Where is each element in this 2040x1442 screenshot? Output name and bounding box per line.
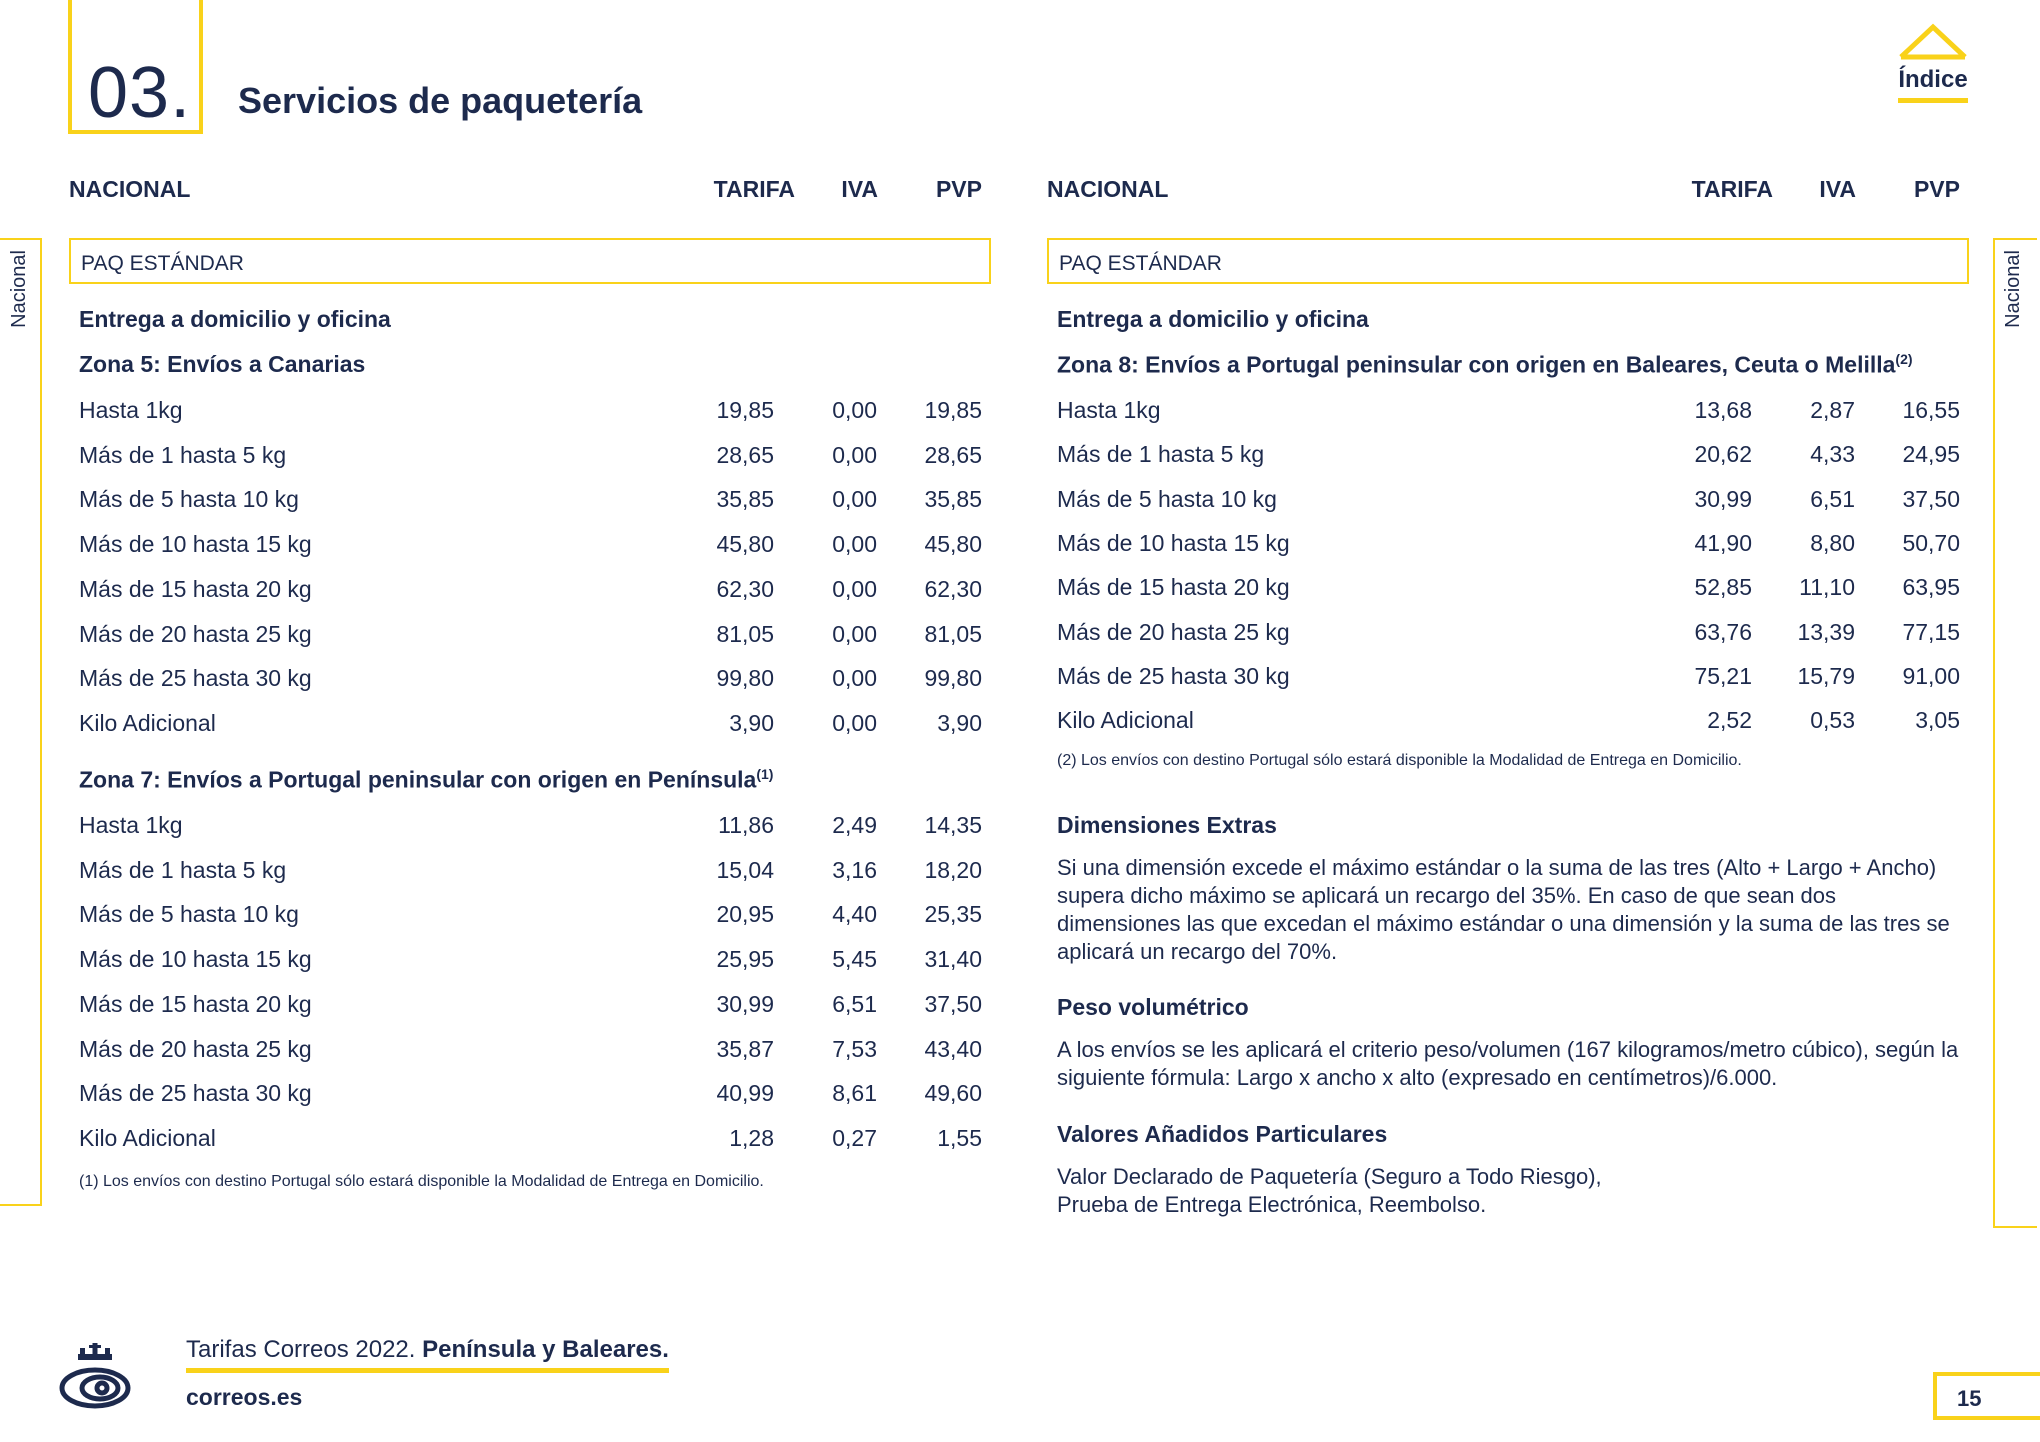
footer-website-link[interactable]: correos.es xyxy=(186,1384,303,1410)
cell-tarifa: 35,87 xyxy=(716,1035,774,1062)
cell-iva: 0,00 xyxy=(832,486,877,513)
home-arrow-icon xyxy=(1898,22,1968,60)
page-title: Servicios de paquetería xyxy=(238,80,643,121)
table-row xyxy=(69,857,991,889)
table-row xyxy=(69,397,991,429)
cell-pvp: 37,50 xyxy=(1902,485,1960,512)
row-label: Más de 1 hasta 5 kg xyxy=(1057,441,1265,468)
cell-iva: 4,40 xyxy=(832,901,877,928)
cell-tarifa: 35,85 xyxy=(716,486,774,513)
cell-iva: 0,00 xyxy=(832,397,877,423)
zone7-footnote-ref: (1) xyxy=(756,766,774,782)
side-label-right: Nacional xyxy=(2002,250,2024,328)
cell-pvp: 45,80 xyxy=(924,531,982,558)
header-title: NACIONAL xyxy=(1047,176,1169,202)
table-row xyxy=(69,1080,991,1112)
cell-iva: 11,10 xyxy=(1799,574,1855,601)
cell-pvp: 77,15 xyxy=(1902,618,1960,645)
page-number: 15 xyxy=(1933,1372,2040,1420)
row-label: Kilo Adicional xyxy=(79,1124,216,1151)
side-tab-left xyxy=(0,238,42,1206)
cell-tarifa: 99,80 xyxy=(716,665,774,692)
cell-iva: 7,53 xyxy=(832,1035,877,1062)
zone8-title-text: Zona 8: Envíos a Portugal peninsular con origen en Baleares, Ceuta o Melilla xyxy=(1057,351,1896,378)
table-row xyxy=(69,901,991,933)
cell-iva: 5,45 xyxy=(832,946,877,973)
header-tarifa: TARIFA xyxy=(713,176,795,202)
cell-iva: 2,87 xyxy=(1810,397,1855,423)
footer-title-bold: Península y Baleares. xyxy=(422,1336,669,1363)
cell-pvp: 24,95 xyxy=(1902,441,1960,468)
cell-pvp: 31,40 xyxy=(924,946,982,973)
table-row xyxy=(69,442,991,474)
cell-pvp: 81,05 xyxy=(924,620,982,647)
table-row xyxy=(1047,663,1969,695)
cell-iva: 0,00 xyxy=(832,531,877,558)
cell-iva: 6,51 xyxy=(832,990,877,1017)
cell-iva: 8,80 xyxy=(1810,529,1855,556)
cell-iva: 13,39 xyxy=(1797,618,1855,645)
table-header xyxy=(1047,176,1969,206)
cell-tarifa: 28,65 xyxy=(716,441,774,468)
indice-link[interactable] xyxy=(1895,22,1971,103)
cell-tarifa: 13,68 xyxy=(1694,397,1752,423)
row-label: Más de 10 hasta 15 kg xyxy=(79,946,312,973)
zone8-title xyxy=(1057,351,1913,379)
cell-tarifa: 20,95 xyxy=(716,901,774,928)
row-label: Hasta 1kg xyxy=(1057,397,1161,423)
row-label: Hasta 1kg xyxy=(79,397,183,423)
cell-iva: 15,79 xyxy=(1797,662,1855,689)
header-tarifa: TARIFA xyxy=(1691,176,1773,202)
cell-iva: 0,27 xyxy=(832,1124,877,1151)
row-label: Más de 20 hasta 25 kg xyxy=(1057,618,1290,645)
paq-estandar-box: PAQ ESTÁNDAR xyxy=(69,238,991,284)
table-row xyxy=(69,621,991,653)
cell-pvp: 25,35 xyxy=(924,901,982,928)
table-row xyxy=(1047,397,1969,429)
cell-tarifa: 30,99 xyxy=(716,990,774,1017)
header-pvp: PVP xyxy=(1913,176,1960,202)
header-iva: IVA xyxy=(1819,176,1856,202)
cell-pvp: 99,80 xyxy=(924,665,982,692)
table-row xyxy=(69,1125,991,1157)
table-row xyxy=(69,531,991,563)
cell-tarifa: 52,85 xyxy=(1694,574,1752,601)
cell-pvp: 49,60 xyxy=(924,1080,982,1107)
cell-iva: 0,00 xyxy=(832,575,877,602)
cell-pvp: 63,95 xyxy=(1902,574,1960,601)
cell-tarifa: 62,30 xyxy=(716,575,774,602)
row-label: Kilo Adicional xyxy=(1057,707,1194,734)
table-row xyxy=(1047,530,1969,562)
table-row xyxy=(1047,707,1969,739)
peso-text: A los envíos se les aplicará el criterio peso/volumen (167 kilogramos/metro cúbico), según la siguiente fórmula: Largo x ancho x alto (expresado en centímetros)/6.000. xyxy=(1057,1037,1959,1090)
cell-iva: 0,00 xyxy=(832,709,877,736)
cell-tarifa: 3,90 xyxy=(729,709,774,736)
row-label: Más de 20 hasta 25 kg xyxy=(79,1035,312,1062)
table-header xyxy=(69,176,991,206)
valores-text xyxy=(1057,1163,1962,1219)
cell-pvp: 1,55 xyxy=(937,1124,982,1151)
cell-iva: 0,00 xyxy=(832,620,877,647)
footnote-1: (1) Los envíos con destino Portugal sólo estará disponible la Modalidad de Entrega en Domicilio. xyxy=(79,1173,764,1190)
zone7-title xyxy=(79,766,773,794)
row-label: Más de 10 hasta 15 kg xyxy=(1057,529,1290,556)
side-label-left: Nacional xyxy=(8,250,30,328)
table-row xyxy=(69,665,991,697)
row-label: Más de 5 hasta 10 kg xyxy=(79,486,299,513)
cell-pvp: 19,85 xyxy=(924,397,982,423)
cell-pvp: 28,65 xyxy=(924,441,982,468)
valores-line-2: Prueba de Entrega Electrónica, Reembolso. xyxy=(1057,1192,1487,1217)
cell-tarifa: 45,80 xyxy=(716,531,774,558)
cell-tarifa: 11,86 xyxy=(718,812,774,838)
header-pvp: PVP xyxy=(935,176,982,202)
paq-estandar-box: PAQ ESTÁNDAR xyxy=(1047,238,1969,284)
cell-tarifa: 25,95 xyxy=(716,946,774,973)
side-tab-right xyxy=(1993,238,2037,1228)
indice-label: Índice xyxy=(1898,66,1967,103)
cell-iva: 0,53 xyxy=(1810,707,1855,734)
row-label: Más de 25 hasta 30 kg xyxy=(79,665,312,692)
cell-iva: 6,51 xyxy=(1810,485,1855,512)
table-row xyxy=(1047,486,1969,518)
section-title: Entrega a domicilio y oficina xyxy=(79,306,391,332)
header-iva: IVA xyxy=(841,176,878,202)
cell-pvp: 62,30 xyxy=(924,575,982,602)
valores-title: Valores Añadidos Particulares xyxy=(1057,1121,1388,1147)
cell-tarifa: 63,76 xyxy=(1694,618,1752,645)
dimensiones-title: Dimensiones Extras xyxy=(1057,812,1277,838)
cell-pvp: 3,05 xyxy=(1915,707,1960,734)
zone7-title-text: Zona 7: Envíos a Portugal peninsular con origen en Península xyxy=(79,766,757,793)
cell-pvp: 3,90 xyxy=(937,709,982,736)
cell-tarifa: 2,52 xyxy=(1707,707,1752,734)
row-label: Más de 15 hasta 20 kg xyxy=(79,575,312,602)
cell-tarifa: 15,04 xyxy=(716,856,774,883)
dimensiones-text: Si una dimensión excede el máximo estándar o la suma de las tres (Alto + Largo + Ancho) supera dicho máximo se aplicará un recargo del 35%. En caso de que sean dos dimensiones las que excedan el máximo estándar o una dimensión y la suma de las tres se aplicará un recargo del 70%. xyxy=(1057,855,1950,964)
footnote-2: (2) Los envíos con destino Portugal sólo estará disponible la Modalidad de Entrega en Domicilio. xyxy=(1057,752,1742,769)
table-row xyxy=(69,946,991,978)
cell-tarifa: 81,05 xyxy=(716,620,774,647)
cell-tarifa: 30,99 xyxy=(1694,485,1752,512)
row-label: Hasta 1kg xyxy=(79,812,183,838)
cell-pvp: 43,40 xyxy=(924,1035,982,1062)
row-label: Más de 10 hasta 15 kg xyxy=(79,531,312,558)
row-label: Más de 1 hasta 5 kg xyxy=(79,856,287,883)
cell-pvp: 37,50 xyxy=(924,990,982,1017)
cell-tarifa: 1,28 xyxy=(729,1124,774,1151)
row-label: Más de 1 hasta 5 kg xyxy=(79,441,287,468)
table-row xyxy=(1047,441,1969,473)
table-row xyxy=(1047,574,1969,606)
cell-tarifa: 75,21 xyxy=(1694,662,1752,689)
row-label: Kilo Adicional xyxy=(79,709,216,736)
cell-tarifa: 40,99 xyxy=(716,1080,774,1107)
zone5-title: Zona 5: Envíos a Canarias xyxy=(79,351,366,377)
table-row xyxy=(69,486,991,518)
table-row xyxy=(69,710,991,742)
row-label: Más de 5 hasta 10 kg xyxy=(79,901,299,928)
zone8-footnote-ref: (2) xyxy=(1895,351,1913,367)
cell-iva: 3,16 xyxy=(832,856,877,883)
cell-pvp: 18,20 xyxy=(924,856,982,883)
row-label: Más de 15 hasta 20 kg xyxy=(79,990,312,1017)
table-row xyxy=(69,576,991,608)
cell-iva: 8,61 xyxy=(832,1080,877,1107)
footer-title-regular: Tarifas Correos 2022. xyxy=(186,1336,423,1363)
table-row xyxy=(69,991,991,1023)
cell-iva: 0,00 xyxy=(832,441,877,468)
chapter-number: 03. xyxy=(88,53,192,133)
cell-pvp: 14,35 xyxy=(924,812,982,838)
footer-title xyxy=(186,1336,669,1373)
cell-pvp: 50,70 xyxy=(1902,529,1960,556)
row-label: Más de 25 hasta 30 kg xyxy=(79,1080,312,1107)
row-label: Más de 20 hasta 25 kg xyxy=(79,620,312,647)
correos-logo-icon xyxy=(58,1340,132,1410)
cell-tarifa: 20,62 xyxy=(1694,441,1752,468)
table-row xyxy=(69,1036,991,1068)
valores-line-1: Valor Declarado de Paquetería (Seguro a Todo Riesgo), xyxy=(1057,1164,1602,1189)
section-title: Entrega a domicilio y oficina xyxy=(1057,306,1369,332)
cell-tarifa: 19,85 xyxy=(716,397,774,423)
cell-iva: 0,00 xyxy=(832,665,877,692)
table-row xyxy=(1047,619,1969,651)
cell-pvp: 91,00 xyxy=(1902,662,1960,689)
row-label: Más de 15 hasta 20 kg xyxy=(1057,574,1290,601)
header-title: NACIONAL xyxy=(69,176,191,202)
row-label: Más de 25 hasta 30 kg xyxy=(1057,662,1290,689)
peso-title: Peso volumétrico xyxy=(1057,994,1249,1020)
table-row xyxy=(69,812,991,844)
cell-iva: 4,33 xyxy=(1810,441,1855,468)
cell-pvp: 16,55 xyxy=(1902,397,1960,423)
cell-pvp: 35,85 xyxy=(924,486,982,513)
cell-iva: 2,49 xyxy=(832,812,877,838)
cell-tarifa: 41,90 xyxy=(1694,529,1752,556)
row-label: Más de 5 hasta 10 kg xyxy=(1057,485,1277,512)
